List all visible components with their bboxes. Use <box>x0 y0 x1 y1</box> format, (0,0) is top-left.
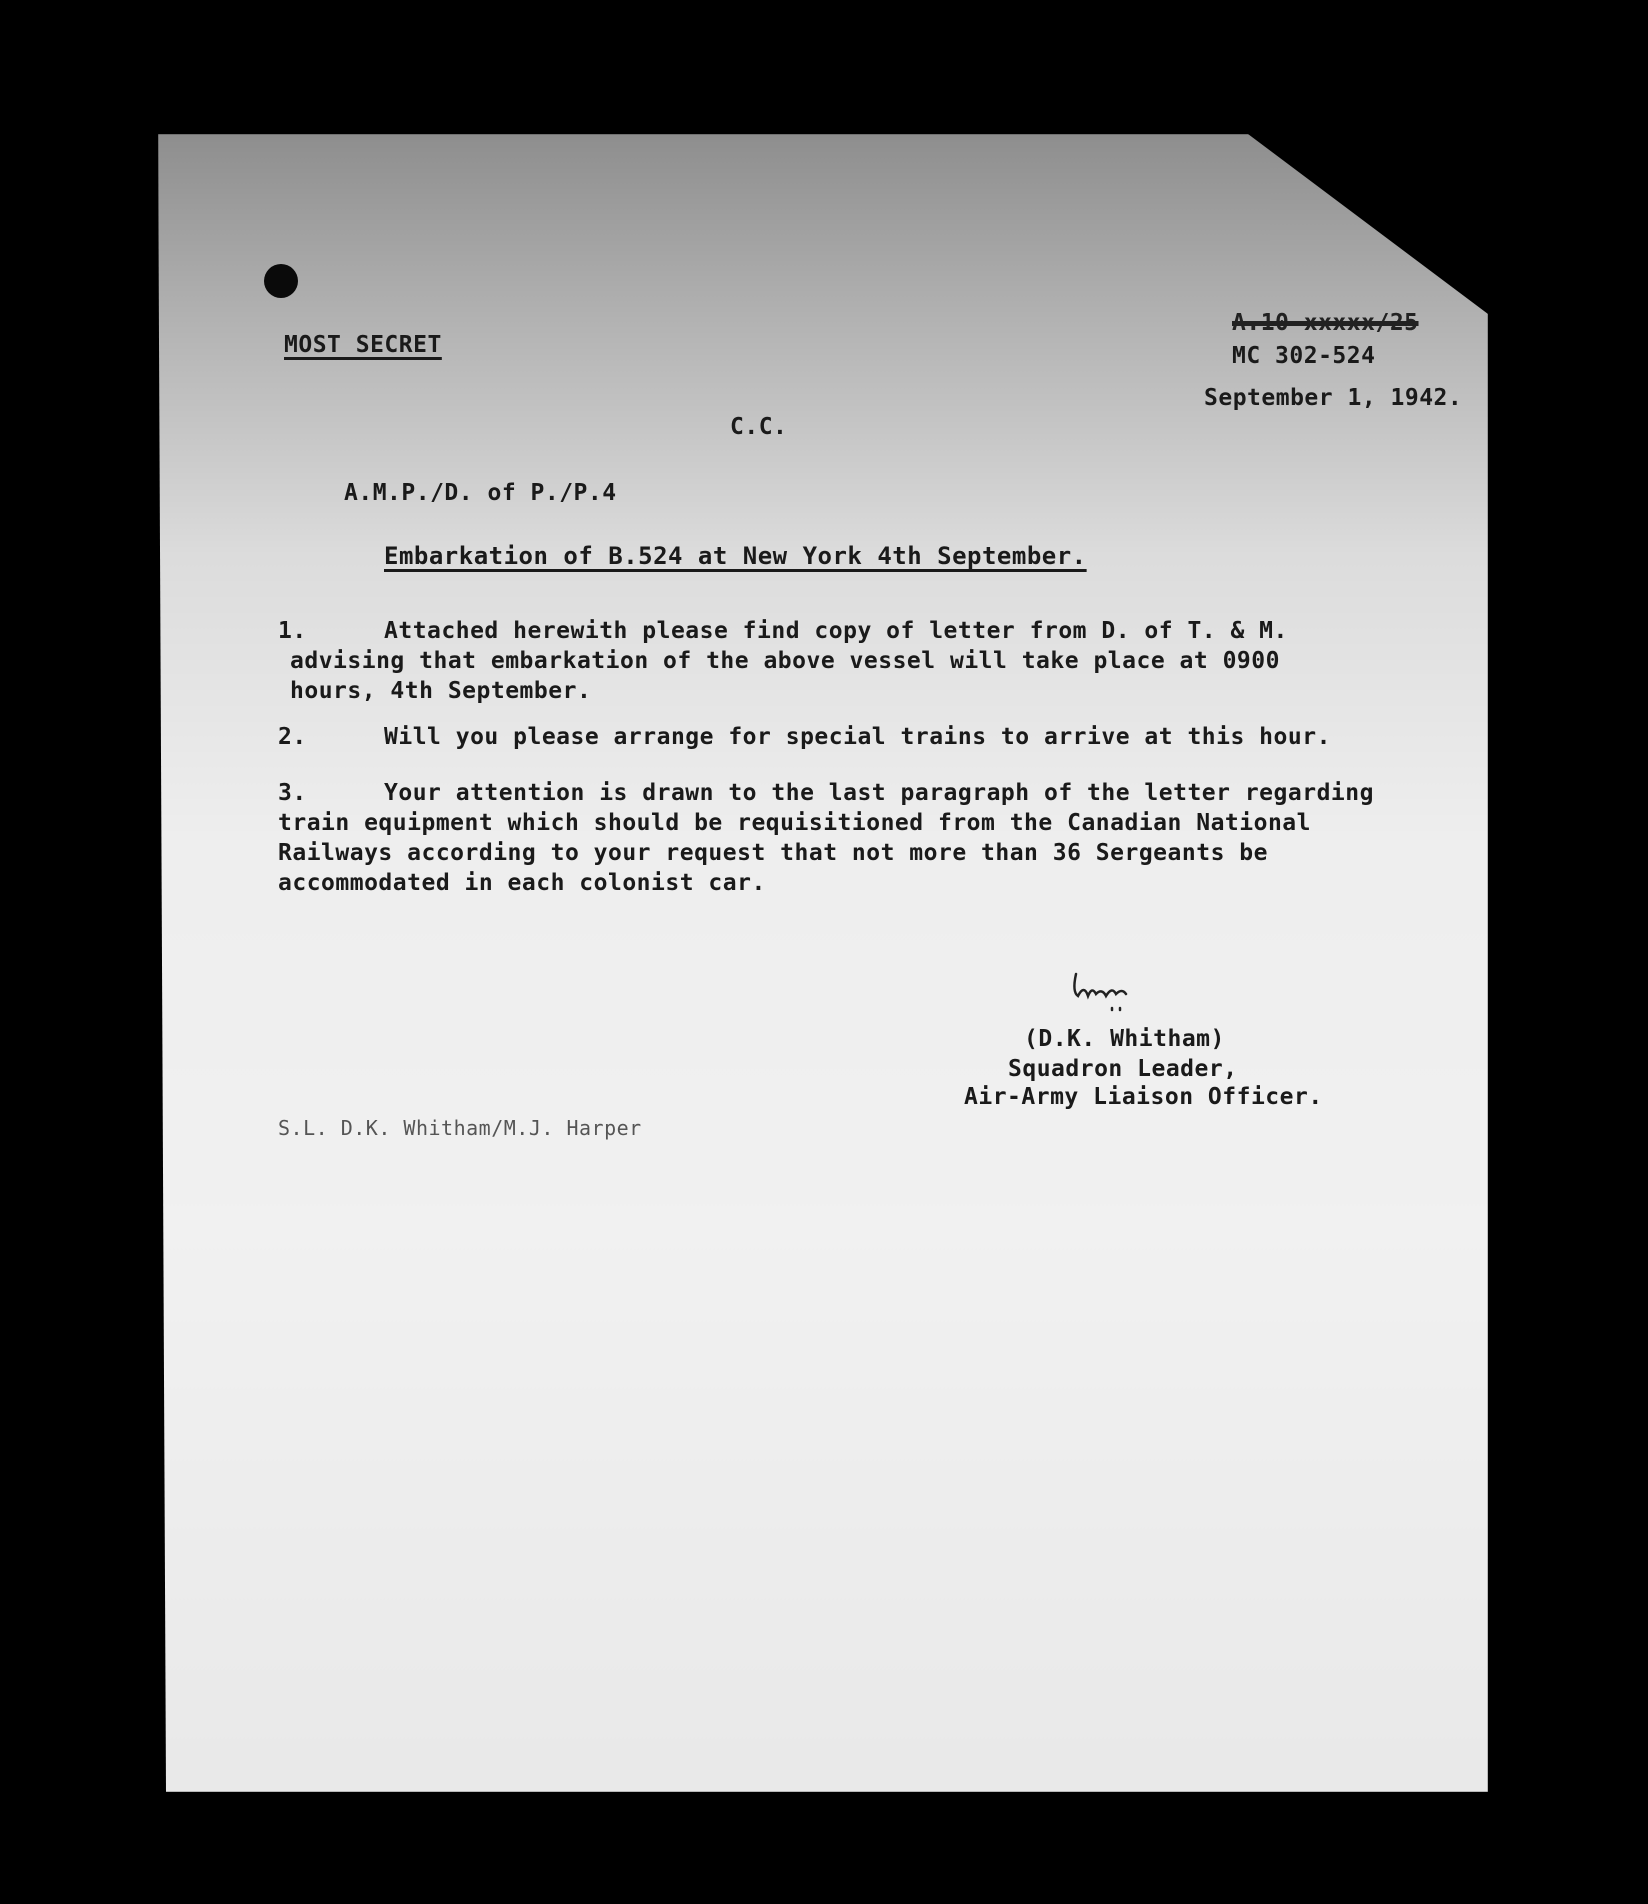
paragraph-line: Will you please arrange for special trains to arrive at this hour. <box>384 724 1331 750</box>
signatory-title: Air-Army Liaison Officer. <box>964 1084 1323 1110</box>
paragraph-line: Railways according to your request that not more than 36 Sergeants be <box>278 840 1268 866</box>
paragraph-number: 1. <box>278 618 307 644</box>
classification-label: MOST SECRET <box>284 332 442 358</box>
punch-hole <box>264 264 298 298</box>
handwritten-initials <box>1068 966 1158 1016</box>
signatory-rank: Squadron Leader, <box>1008 1056 1238 1082</box>
paragraph-line: hours, 4th September. <box>290 678 592 704</box>
paragraph-line: Your attention is drawn to the last paragraph of the letter regarding <box>384 780 1374 806</box>
struck-reference: A.10-xxxxx/25 <box>1232 310 1419 336</box>
copy-to: C.C. <box>730 414 788 440</box>
paragraph-number: 2. <box>278 724 307 750</box>
document-date: September 1, 1942. <box>1204 385 1463 411</box>
paragraph-line: train equipment which should be requisitioned from the Canadian National <box>278 810 1311 836</box>
file-reference: MC 302-524 <box>1232 343 1376 369</box>
paragraph-number: 3. <box>278 780 307 806</box>
subject-line: Embarkation of B.524 at New York 4th September. <box>384 542 1087 570</box>
document-page <box>158 134 1488 1792</box>
addressee: A.M.P./D. of P./P.4 <box>344 480 617 506</box>
paragraph-line: Attached herewith please find copy of letter from D. of T. & M. <box>384 618 1288 644</box>
signatory-name: (D.K. Whitham) <box>1024 1026 1225 1052</box>
paragraph-line: accommodated in each colonist car. <box>278 870 766 896</box>
paragraph-line: advising that embarkation of the above vessel will take place at 0900 <box>290 648 1280 674</box>
typist-initials: S.L. D.K. Whitham/M.J. Harper <box>278 1116 642 1140</box>
